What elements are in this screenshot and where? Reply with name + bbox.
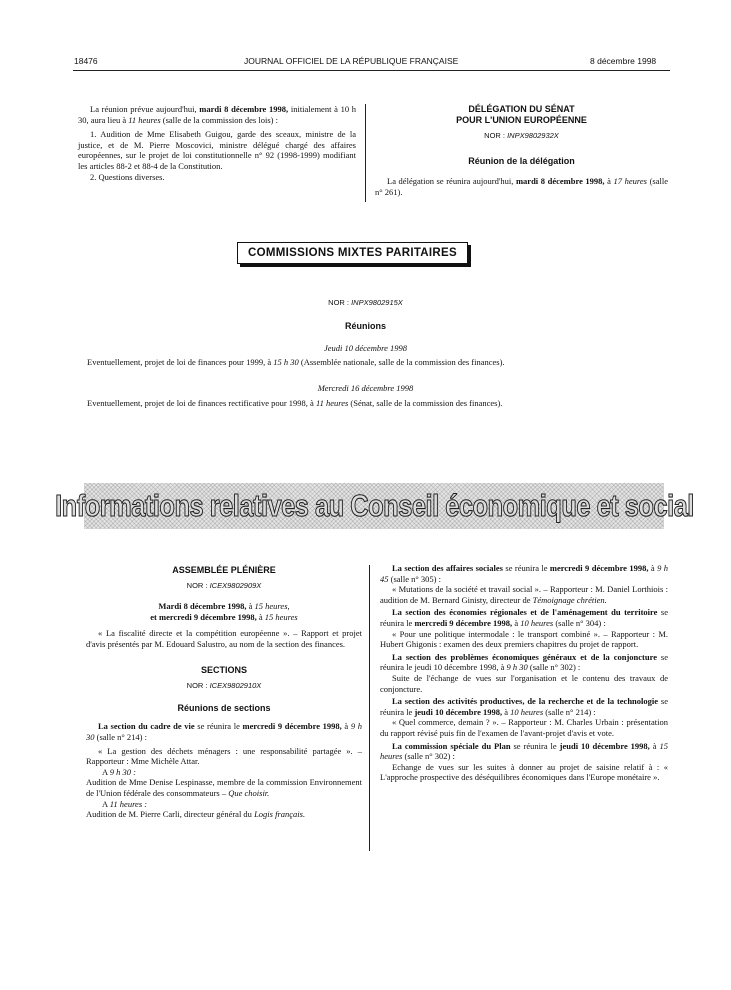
header-rule xyxy=(73,70,670,71)
assemblee-title: ASSEMBLÉE PLÉNIÈRE xyxy=(172,565,276,575)
problemes-economiques-topic: Suite de l'échange de vues sur l'organisation et le contenu des travaux de conjoncture. xyxy=(380,672,668,694)
cadre-de-vie-time-2: A 11 heures : xyxy=(102,798,148,809)
activites-productives-topic: « Quel commerce, demain ? ». – Rapporteur : M. Charles Urbain : présentation du rapport révisé puis fin de l'examen de l'avant-projet d'avis et vote. xyxy=(380,717,668,738)
affaires-sociales-topic: « Mutations de la société et travail social ». – Rapporteur : M. Daniel Lorthiois : audition de M. Bernard Ginisty, directeur de Témoignage chrétien. xyxy=(380,584,668,605)
section-banner xyxy=(54,483,694,529)
sections-nor: NOR : ICEX9802910X xyxy=(186,681,262,691)
cmp-line-2: Eventuellement, projet de loi de finances rectificative pour 1998, à 11 heures (Sénat, salle de la commission des finances). xyxy=(87,398,503,408)
economies-regionales-topic: « Pour une politique intermodale : le transport combiné ». – Rapporteur : M. Hubert Ghigonis : examen des deux premiers chapitres du projet de rapport. xyxy=(380,628,668,650)
sections-subtitle: Réunions de sections xyxy=(177,703,271,714)
cmp-date-1: Jeudi 10 décembre 1998 xyxy=(323,343,407,353)
lower-left-column xyxy=(86,565,362,820)
cadre-de-vie-time-1: A 9 h 30 : xyxy=(102,766,137,777)
sections-title: SECTIONS xyxy=(200,665,247,676)
top-right-column xyxy=(375,104,668,197)
cmp-line-1: Eventuellement, projet de loi de finances pour 1999, à 15 h 30 (Assemblée nationale, salle de la commission des finances). xyxy=(87,357,505,367)
lower-right-column xyxy=(380,563,668,783)
column-divider xyxy=(365,104,366,202)
cmp-box-title: COMMISSIONS MIXTES PARITAIRES xyxy=(237,242,468,264)
activites-productives-paragraph: La section des activités productives, de la recherche et de la technologie se réunira le jeudi 10 décembre 1998, à 10 heures (salle n° 214) : xyxy=(380,696,668,717)
agenda-item-1: 1. Audition de Mme Elisabeth Guigou, garde des sceaux, ministre de la justice, et de M. Pierre Moscovici, ministre délégué chargé des affaires européennes, sur le projet de loi constitutionnelle n° 92 (1998-1999) modifiant les articles 88-2 et 88-4 de la Constitution. xyxy=(78,129,356,171)
commission-plan-paragraph: La commission spéciale du Plan se réunira le jeudi 10 décembre 1998, à 15 heures (salle n° 302) : xyxy=(380,740,668,762)
affaires-sociales-paragraph: La section des affaires sociales se réunira le mercredi 9 décembre 1998, à 9 h 45 (salle n° 305) : xyxy=(380,563,669,584)
cmp-nor: NOR : INPX9802915X xyxy=(328,298,403,307)
journal-title: JOURNAL OFFICIEL DE LA RÉPUBLIQUE FRANÇAISE xyxy=(244,56,459,66)
economies-regionales-paragraph: La section des économies régionales et de l'aménagement du territoire se réunira le mercredi 9 décembre 1998, à 10 heures (salle n° 304) : xyxy=(380,607,668,628)
delegation-paragraph: La délégation se réunira aujourd'hui, mardi 8 décembre 1998, à 17 heures (salle n° 261). xyxy=(375,176,668,197)
cadre-de-vie-audition-2: Audition de M. Pierre Carli, directeur général du Logis français. xyxy=(86,809,306,820)
delegation-subtitle: Réunion de la délégation xyxy=(468,156,575,166)
cmp-date-2: Mercredi 16 décembre 1998 xyxy=(317,383,414,393)
cadre-de-vie-paragraph: La section du cadre de vie se réunira le mercredi 9 décembre 1998, à 9 h 30 (salle n° 214) : xyxy=(86,721,362,742)
agenda-item-2: 2. Questions diverses. xyxy=(90,171,165,182)
cadre-de-vie-audition-1: Audition de Mme Denise Lespinasse, membre de la commission Environnement de l'Union fédérale des consommateurs – Que choisir. xyxy=(86,777,362,798)
page-number: 18476 xyxy=(74,56,98,66)
problemes-economiques-paragraph: La section des problèmes économiques généraux et de la conjoncture se réunira le jeudi 10 décembre 1998, à 9 h 30 (salle n° 302) : xyxy=(380,651,668,673)
meeting-paragraph: La réunion prévue aujourd'hui, mardi 8 décembre 1998, initialement à 10 h 30, aura lieu à 11 heures (salle de la commission des lois) : xyxy=(78,104,357,125)
delegation-title: DÉLÉGATION DU SÉNAT POUR L'UNION EUROPÉENNE xyxy=(456,104,587,125)
delegation-nor: NOR : INPX9802932X xyxy=(484,131,559,140)
lower-column-divider xyxy=(369,565,370,851)
assemblee-nor: NOR : ICEX9802909X xyxy=(186,581,262,590)
top-left-column xyxy=(78,104,356,182)
banner-title: Informations relatives au Conseil économique et social xyxy=(54,488,694,523)
header-date: 8 décembre 1998 xyxy=(590,56,657,66)
cmp-subtitle: Réunions xyxy=(344,321,386,331)
assemblee-text: « La fiscalité directe et la compétition européenne ». – Rapport et projet d'avis présentés par M. Edouard Salustro, au nom de la section des finances. xyxy=(86,628,362,649)
cadre-de-vie-topic: « La gestion des déchets ménagers : une responsabilité partagée ». – Rapporteur : Mme Michèle Attar. xyxy=(86,745,362,767)
commission-plan-topic: Echange de vues sur les suites à donner au projet de saisine relatif à : « L'approche prospective des déséquilibres économiques dans l'Europe monétaire ». xyxy=(380,761,668,783)
assemblee-dates: Mardi 8 décembre 1998, à 15 heures, et mercredi 9 décembre 1998, à 15 heures xyxy=(150,601,298,622)
cmp-box-wrap xyxy=(0,242,731,264)
